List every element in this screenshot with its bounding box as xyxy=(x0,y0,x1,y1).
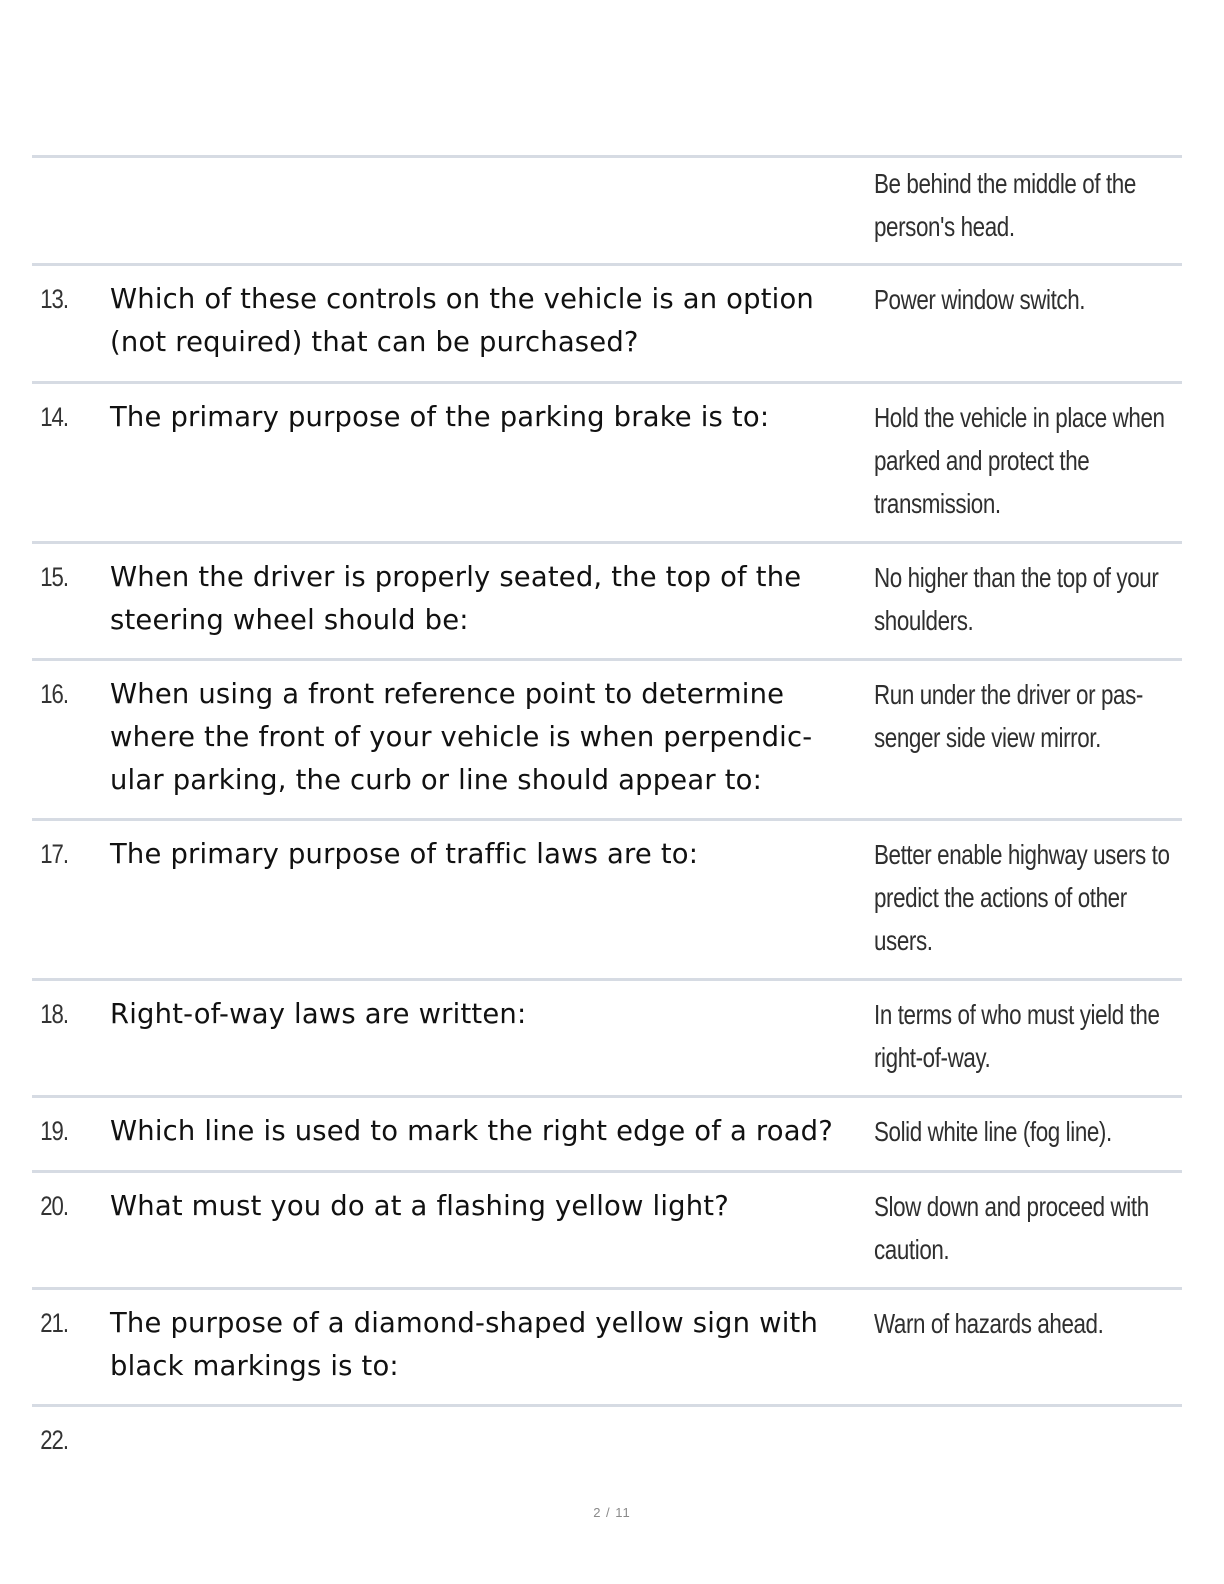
table-row xyxy=(32,263,1182,381)
table-row xyxy=(32,818,1182,978)
question-text xyxy=(110,1419,874,1474)
table-row xyxy=(32,381,1182,541)
answer-text xyxy=(874,1419,1190,1474)
table-row xyxy=(32,155,1182,263)
question-number: 18. xyxy=(40,999,69,1029)
answer-text: Slow down and proceed with caution. xyxy=(874,1191,1149,1265)
answer-text: Solid white line (fog line). xyxy=(874,1116,1112,1147)
table-row xyxy=(32,1287,1182,1404)
table-row xyxy=(32,978,1182,1095)
question-text: Which of these controls on the vehicle is an option (not required) that can be purchased? xyxy=(110,284,814,358)
question-number: 14. xyxy=(40,402,69,432)
table-row xyxy=(32,1404,1182,1474)
question-number: 15. xyxy=(40,562,69,592)
question-number: 20. xyxy=(40,1191,69,1221)
table-row xyxy=(32,658,1182,818)
question-number xyxy=(32,162,96,263)
question-text: When using a front reference point to determine where the front of your vehicle is when perpendic- ular parking, the curb or line should appear to: xyxy=(110,679,813,796)
page-indicator: 2 / 11 xyxy=(593,1505,631,1520)
question-text: Which line is used to mark the right edge of a road? xyxy=(110,1116,834,1147)
question-text: Right-of-way laws are written: xyxy=(110,999,527,1030)
question-number: 22. xyxy=(40,1425,69,1455)
answer-text: No higher than the top of your shoulders. xyxy=(874,562,1159,636)
answer-text: Warn of hazards ahead. xyxy=(874,1308,1104,1339)
answer-text: In terms of who must yield the right-of-way. xyxy=(874,999,1160,1073)
answer-text: Hold the vehicle in place when parked and protect the transmission. xyxy=(874,402,1165,519)
question-number: 21. xyxy=(40,1308,69,1338)
question-text: What must you do at a flashing yellow light? xyxy=(110,1191,729,1222)
question-number: 19. xyxy=(40,1116,69,1146)
question-number: 16. xyxy=(40,679,69,709)
answer-text: Power window switch. xyxy=(874,284,1086,315)
question-text: The purpose of a diamond-shaped yellow sign with black markings is to: xyxy=(110,1308,819,1382)
answer-text: Run under the driver or pas- senger side view mirror. xyxy=(874,679,1143,753)
question-text: The primary purpose of the parking brake is to: xyxy=(110,402,770,433)
table-row xyxy=(32,1170,1182,1287)
qa-table xyxy=(32,155,1182,1474)
question-number: 17. xyxy=(40,839,69,869)
answer-text: Be behind the middle of the person's head. xyxy=(874,168,1136,242)
question-text: When the driver is properly seated, the top of the steering wheel should be: xyxy=(110,562,802,636)
table-row xyxy=(32,1095,1182,1170)
question-number: 13. xyxy=(40,284,69,314)
table-row xyxy=(32,541,1182,658)
answer-text: Better enable highway users to predict the actions of other users. xyxy=(874,839,1170,956)
question-text: The primary purpose of traffic laws are to: xyxy=(110,839,699,870)
question-text xyxy=(110,162,874,263)
